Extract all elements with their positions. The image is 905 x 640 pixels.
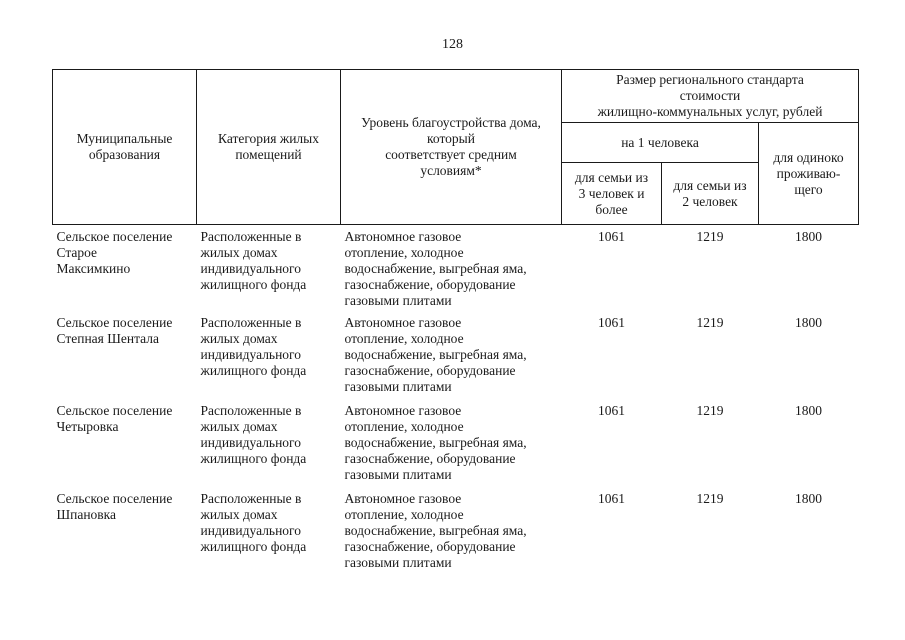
header-family-2: для семьи из 2 человек [662,163,759,225]
row-family-3plus: 1061 [598,402,625,418]
table-row [53,491,859,579]
row-amenity: Автономное газовое отопление, холодное водоснабжение, выгребная яма, газоснабжение, оборудование газовыми плитами [344,490,527,570]
row-category: Расположенные в жилых домах индивидуального жилищного фонда [200,229,307,292]
header-single-resident: для одиноко проживаю- щего [759,123,859,225]
row-municipality: Сельское поселение Четыровка [56,402,173,434]
row-family-2: 1219 [696,314,724,330]
row-amenity: Автономное газовое отопление, холодное водоснабжение, выгребная яма, газоснабжение, оборудование газовыми плитами [344,314,527,394]
header-standard-size: Размер регионального стандарта стоимости жилищно-коммунальных услуг, рублей [562,70,859,123]
row-amenity: Автономное газовое отопление, холодное водоснабжение, выгребная яма, газоснабжение, оборудование газовыми плитами [344,229,527,308]
row-category: Расположенные в жилых домах индивидуального жилищного фонда [200,314,307,378]
row-municipality: Сельское поселение Старое Максимкино [56,229,173,276]
row-category: Расположенные в жилых домах индивидуального жилищного фонда [200,402,307,466]
table-row [53,403,859,491]
row-family-2: 1219 [696,229,724,244]
row-municipality: Сельское поселение Степная Шентала [56,314,173,346]
row-single: 1800 [795,314,822,330]
row-single: 1800 [795,402,822,418]
row-family-2: 1219 [696,402,724,418]
header-amenity-level: Уровень благоустройства дома, который соответствует средним условиям* [341,70,562,225]
row-family-3plus: 1061 [598,229,625,244]
page-number: 128 [442,37,463,52]
housing-cost-standard-table [52,69,859,579]
row-category: Расположенные в жилых домах индивидуального жилищного фонда [200,490,307,554]
row-single: 1800 [795,229,822,244]
row-family-2: 1219 [696,490,724,506]
table-row [53,315,859,403]
row-family-3plus: 1061 [598,314,625,330]
row-family-3plus: 1061 [598,490,625,506]
table-row [53,225,859,315]
header-family-3plus: для семьи из 3 человек и более [562,163,662,225]
row-single: 1800 [795,490,822,506]
row-amenity: Автономное газовое отопление, холодное водоснабжение, выгребная яма, газоснабжение, оборудование газовыми плитами [344,402,527,482]
header-category: Категория жилых помещений [197,70,341,225]
header-municipality: Муниципальные образования [53,70,197,225]
row-municipality: Сельское поселение Шпановка [56,490,173,522]
header-per-person: на 1 человека [562,123,759,163]
